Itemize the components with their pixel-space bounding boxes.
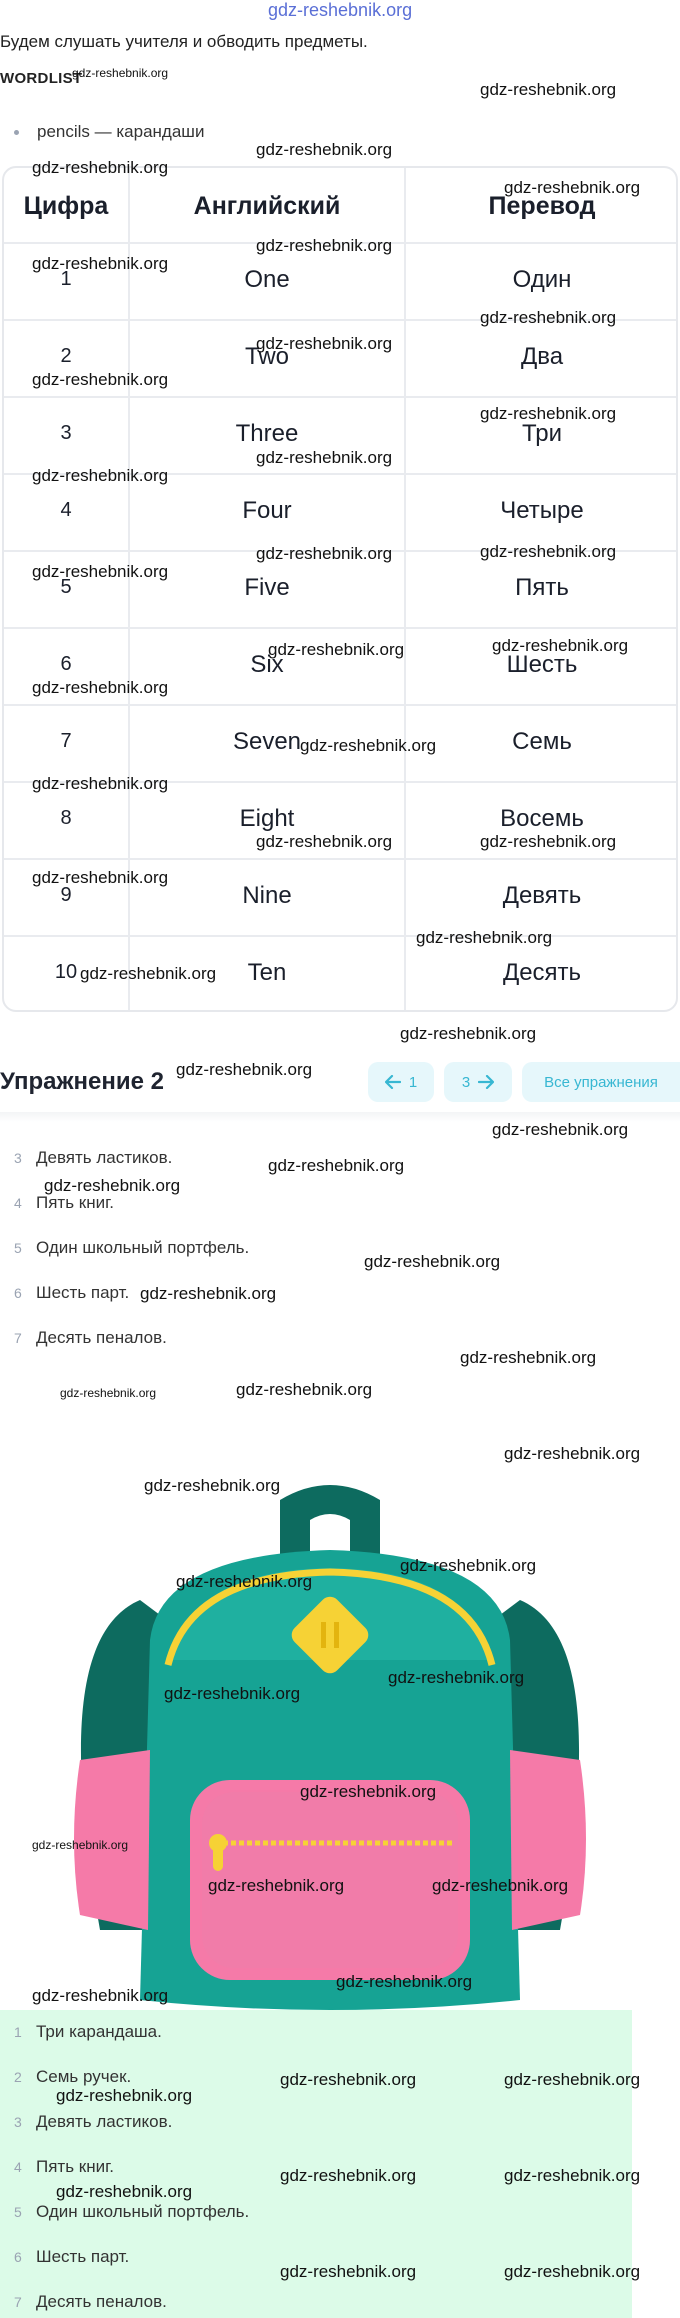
watermark: gdz-reshebnik.org: [336, 1972, 473, 1991]
list-item: [14, 1238, 249, 1258]
list-text: Девять ластиков.: [36, 1148, 173, 1167]
watermark: gdz-reshebnik.org: [56, 2086, 193, 2105]
watermark: gdz-reshebnik.org: [504, 178, 641, 197]
watermark: gdz-reshebnik.org: [480, 80, 617, 99]
list-number: 5: [14, 2204, 22, 2220]
list-text: Девять ластиков.: [36, 2112, 173, 2131]
watermark: gdz-reshebnik.org: [144, 1476, 281, 1495]
watermark: gdz-reshebnik.org: [280, 2166, 417, 2185]
prev-exercise-label: 1: [408, 1073, 418, 1091]
cell-english: Two: [244, 343, 289, 370]
list-text: Один школьный портфель.: [36, 1238, 250, 1257]
intro-text: Будем слушать учителя и обводить предметы.: [0, 32, 368, 51]
list-item: [14, 2022, 162, 2042]
list-number: 6: [14, 2249, 22, 2265]
list-text: Три карандаша.: [36, 2022, 162, 2041]
cell-english: Three: [235, 420, 299, 447]
watermark: gdz-reshebnik.org: [400, 1556, 537, 1575]
cell-english: Ten: [247, 959, 287, 986]
list-item: [14, 2157, 114, 2177]
cell-english: Five: [244, 574, 290, 601]
watermark: gdz-reshebnik.org: [256, 140, 393, 159]
list-text: Шесть парт.: [36, 1283, 130, 1302]
watermark: gdz-reshebnik.org: [80, 964, 217, 983]
list-number: 2: [14, 2069, 22, 2085]
header-translation: Перевод: [488, 192, 596, 220]
watermark: gdz-reshebnik.org: [432, 1876, 569, 1895]
list-number: 4: [14, 2159, 22, 2175]
cell-translation: Семь: [512, 728, 572, 755]
watermark: gdz-reshebnik.org: [32, 1838, 129, 1852]
watermark: gdz-reshebnik.org: [280, 2262, 417, 2281]
watermark: gdz-reshebnik.org: [256, 236, 393, 255]
next-exercise-button[interactable]: [444, 1062, 512, 1102]
all-exercises-button[interactable]: Все упражнения: [522, 1062, 680, 1102]
watermark: gdz-reshebnik.org: [504, 2070, 641, 2089]
bullet-icon: [14, 130, 19, 135]
cell-digit: 2: [60, 345, 72, 367]
watermark: gdz-reshebnik.org: [176, 1572, 313, 1591]
watermark: gdz-reshebnik.org: [60, 1386, 157, 1400]
list-item: [14, 2247, 129, 2267]
watermark: gdz-reshebnik.org: [416, 928, 553, 947]
cell-translation: Девять: [502, 882, 582, 909]
header-english: Английский: [193, 192, 341, 220]
cell-digit: 5: [60, 576, 72, 598]
watermark: gdz-reshebnik.org: [400, 1024, 537, 1043]
watermark: gdz-reshebnik.org: [364, 1252, 501, 1271]
watermark: gdz-reshebnik.org: [236, 1380, 373, 1399]
cell-translation: Десять: [502, 959, 582, 986]
watermark: gdz-reshebnik.org: [480, 404, 617, 423]
list-text: Шесть парт.: [36, 2247, 130, 2266]
list-text: Пять книг.: [36, 1193, 114, 1212]
cell-translation: Пять: [515, 574, 569, 601]
watermark: gdz-reshebnik.org: [504, 2166, 641, 2185]
cell-translation: Восемь: [500, 805, 584, 832]
list-number: 4: [14, 1195, 22, 1211]
watermark: gdz-reshebnik.org: [32, 774, 169, 793]
list-item: [14, 2067, 131, 2087]
watermark: gdz-reshebnik.org: [256, 544, 393, 563]
watermark: gdz-reshebnik.org: [460, 1348, 597, 1367]
watermark: gdz-reshebnik.org: [480, 308, 617, 327]
watermark: gdz-reshebnik.org: [32, 1986, 169, 2005]
watermark: gdz-reshebnik.org: [72, 66, 169, 80]
cell-english: Six: [250, 651, 284, 678]
list-number: 7: [14, 1330, 22, 1346]
cell-english: Nine: [242, 882, 292, 909]
watermark: gdz-reshebnik.org: [208, 1876, 345, 1895]
cell-english: One: [244, 266, 290, 293]
cell-digit: 10: [54, 961, 78, 983]
watermark: gdz-reshebnik.org: [280, 2070, 417, 2089]
cell-translation: Четыре: [500, 497, 584, 524]
watermark: gdz-reshebnik.org: [388, 1668, 525, 1687]
watermark: gdz-reshebnik.org: [32, 678, 169, 697]
watermark: gdz-reshebnik.org: [32, 370, 169, 389]
watermark: gdz-reshebnik.org: [256, 334, 393, 353]
list-item: [14, 1193, 114, 1213]
watermark: gdz-reshebnik.org: [176, 1060, 313, 1079]
cell-translation: Два: [520, 343, 564, 370]
watermark: gdz-reshebnik.org: [504, 2262, 641, 2281]
cell-digit: 4: [60, 499, 72, 521]
watermark: gdz-reshebnik.org: [256, 448, 393, 467]
watermark: gdz-reshebnik.org: [56, 2182, 193, 2201]
watermark: gdz-reshebnik.org: [44, 1176, 181, 1195]
cell-english: Four: [242, 497, 292, 524]
list-text: Пять книг.: [36, 2157, 114, 2176]
watermark: gdz-reshebnik.org: [32, 466, 169, 485]
next-exercise-label: 3: [461, 1073, 471, 1091]
cell-translation: Один: [512, 266, 572, 293]
prev-exercise-button[interactable]: [368, 1062, 434, 1102]
cell-digit: 8: [60, 807, 72, 829]
arrow-left-icon: [385, 1075, 401, 1089]
wordlist-item: [14, 122, 204, 142]
watermark: gdz-reshebnik.org: [268, 640, 405, 659]
watermark: gdz-reshebnik.org: [32, 254, 169, 273]
list-text: Семь ручек.: [36, 2067, 132, 2086]
wordlist-title: WORDLIST: [0, 70, 83, 87]
backpack-illustration: [30, 1460, 630, 2020]
cell-digit: 9: [60, 884, 72, 906]
header-digit: Цифра: [23, 192, 109, 220]
cell-digit: 1: [60, 268, 72, 290]
cell-digit: 3: [60, 422, 72, 444]
watermark: gdz-reshebnik.org: [256, 832, 393, 851]
cell-english: Eight: [239, 805, 295, 832]
site-url[interactable]: gdz-reshebnik.org: [268, 0, 413, 20]
watermark: gdz-reshebnik.org: [480, 542, 617, 561]
cell-digit: 7: [60, 730, 72, 752]
watermark: gdz-reshebnik.org: [492, 1120, 629, 1139]
watermark: gdz-reshebnik.org: [504, 1444, 641, 1463]
list-item: [14, 2112, 172, 2132]
list-number: 5: [14, 1240, 22, 1256]
cell-digit: 6: [60, 653, 72, 675]
watermark: gdz-reshebnik.org: [492, 636, 629, 655]
list-item: [14, 1283, 129, 1303]
list-number: 3: [14, 2114, 22, 2130]
list-item: [14, 2202, 249, 2222]
list-number: 1: [14, 2024, 22, 2040]
arrow-right-icon: [478, 1075, 494, 1089]
list-number: 6: [14, 1285, 22, 1301]
list-item: [14, 2292, 167, 2312]
watermark: gdz-reshebnik.org: [300, 1782, 437, 1801]
list-text: Один школьный портфель.: [36, 2202, 250, 2221]
list-text: Десять пеналов.: [36, 2292, 167, 2311]
watermark: gdz-reshebnik.org: [32, 158, 169, 177]
list-number: 3: [14, 1150, 22, 1166]
list-item: [14, 1148, 172, 1168]
table-row: [4, 475, 676, 552]
wordlist-item-text: pencils — карандаши: [37, 122, 205, 141]
watermark: gdz-reshebnik.org: [164, 1684, 301, 1703]
cell-translation: Шесть: [506, 651, 578, 678]
watermark: gdz-reshebnik.org: [32, 562, 169, 581]
list-text: Десять пеналов.: [36, 1328, 167, 1347]
watermark: gdz-reshebnik.org: [268, 1156, 405, 1175]
watermark: gdz-reshebnik.org: [300, 736, 437, 755]
watermark: gdz-reshebnik.org: [32, 868, 169, 887]
exercise-title: Упражнение 2: [0, 1068, 164, 1095]
watermark: gdz-reshebnik.org: [140, 1284, 277, 1303]
list-number: 7: [14, 2294, 22, 2310]
list-item: [14, 1328, 167, 1348]
cell-english: Seven: [232, 728, 302, 755]
watermark: gdz-reshebnik.org: [480, 832, 617, 851]
cell-translation: Три: [521, 420, 563, 447]
